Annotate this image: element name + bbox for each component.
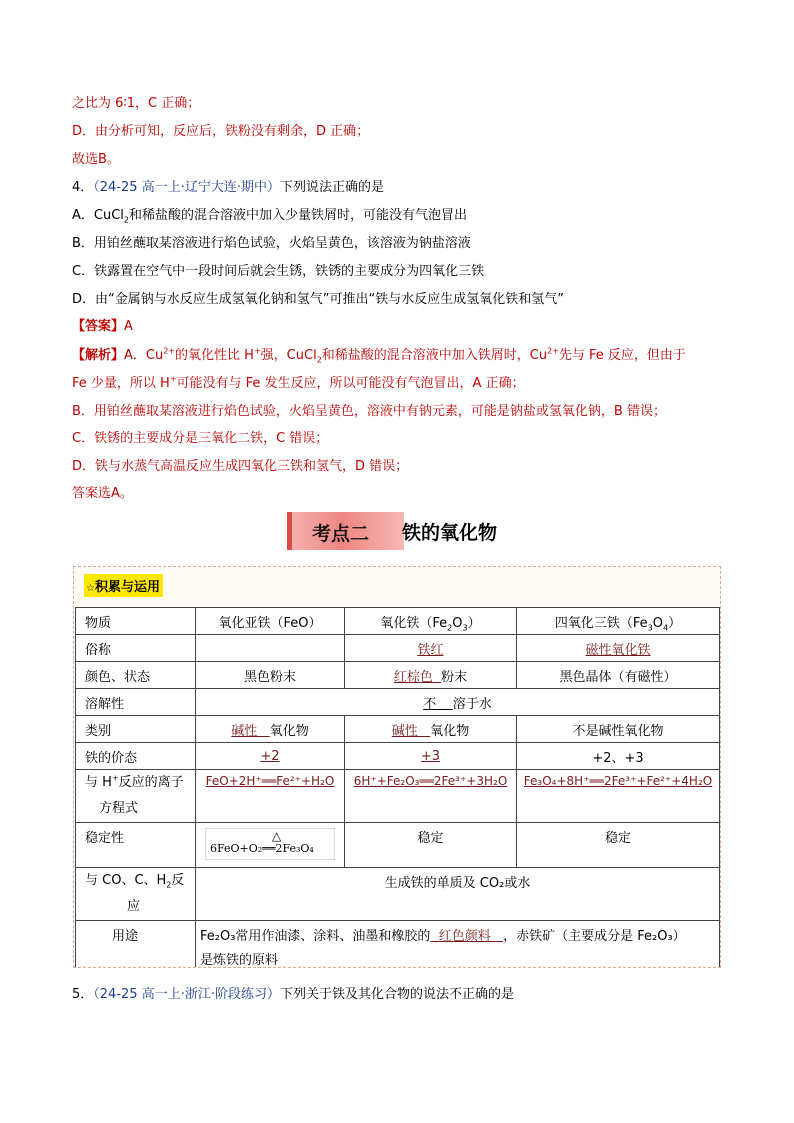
- table-cell: Fe₂O₃常用作油漆、涂料、油墨和橡胶的 红色颜料 ，赤铁矿（主要成分是 Fe₂O₃） 是炼铁的原料: [196, 921, 720, 969]
- table-cell: 稳定: [345, 823, 517, 868]
- question-4-stem: [72, 179, 384, 197]
- knowledge-tag-label: 积累与运用: [94, 580, 160, 595]
- analysis-label: 【解析】: [72, 348, 125, 363]
- table-cell: 俗称: [76, 635, 196, 662]
- option-a-prefix: A．: [72, 208, 94, 223]
- knowledge-box: [73, 566, 721, 968]
- option-b: B．用铂丝蘸取某溶液进行焰色试验，火焰呈黄色，该溶液为钠盐溶液: [72, 236, 471, 251]
- table-row: [76, 662, 720, 689]
- table-cell: 稳定性: [76, 823, 196, 868]
- table-cell: 不是碱性氧化物: [517, 716, 720, 743]
- superscript: +: [169, 374, 177, 384]
- table-cell: 类别: [76, 716, 196, 743]
- analysis-line-2: [72, 375, 525, 393]
- table-row: [76, 743, 720, 770]
- section-title: 铁的氧化物: [402, 522, 498, 544]
- analysis-line-1: [72, 347, 686, 365]
- heat-icon: △: [272, 829, 282, 843]
- analysis-text: 可能没有与 Fe 发生反应，所以可能没有气泡冒出，A 正确；: [176, 376, 525, 391]
- analysis-text: Fe 少量，所以 H: [72, 376, 170, 391]
- table-cell: 铁红: [345, 635, 517, 662]
- table-cell: 不 溶于水: [196, 689, 720, 716]
- subscript: 2: [316, 355, 322, 365]
- table-cell: 四氧化三铁$(Fe_3O_4)$: [517, 608, 720, 635]
- table-cell: 碱性 氧化物: [345, 716, 517, 743]
- superscript: 2+: [547, 346, 559, 356]
- answer-value: A: [124, 319, 133, 334]
- table-row: [76, 770, 720, 823]
- answer: [72, 318, 133, 336]
- table-cell: [196, 635, 345, 662]
- table-cell: 生成铁的单质及 CO₂或水: [196, 868, 720, 921]
- question-source: （24-25 高一上·浙江·阶段练习）: [93, 987, 280, 1002]
- table-cell: 碱性 氧化物: [196, 716, 345, 743]
- table-row: [76, 689, 720, 716]
- section-label: 考点二: [312, 523, 370, 545]
- question-number: 4．: [72, 180, 94, 195]
- question-source: （24-25 高一上·辽宁大连·期中）: [93, 180, 280, 195]
- analysis-conclusion: 答案选A。: [72, 486, 133, 501]
- table-cell: 黑色粉末: [196, 662, 345, 689]
- table-cell: +2: [196, 743, 345, 770]
- knowledge-tag: [84, 574, 163, 597]
- option-a-formula: CuCl: [93, 208, 124, 223]
- option-a: [72, 207, 467, 225]
- analysis-text: 强，: [260, 348, 287, 363]
- table-cell: Fe₃O₄+8H⁺══2Fe³⁺+Fe²⁺+4H₂O: [517, 770, 720, 823]
- table-cell: +2、+3: [517, 743, 720, 770]
- prev-line-1: 之比为 6∶1，C 正确；: [72, 96, 201, 111]
- answer-label: 【答案】: [72, 319, 125, 334]
- table-cell: 与 CO、C、$H_2$反 应: [76, 868, 196, 921]
- table-cell: 6H⁺+Fe₂O₃══2Fe³⁺+3H₂O: [345, 770, 517, 823]
- table-cell: 氧化亚铁（FeO）: [196, 608, 345, 635]
- analysis-formula: CuCl: [286, 348, 317, 363]
- star-icon: ☆: [86, 583, 95, 594]
- table-row: [76, 608, 720, 635]
- analysis-line-b: B．用铂丝蘸取某溶液进行焰色试验，火焰呈黄色，溶液中有钠元素，可能是钠盐或氢氧化钠，B 错误；: [72, 404, 666, 419]
- option-c: C．铁露置在空气中一段时间后就会生锈，铁锈的主要成分为四氧化三铁: [72, 264, 485, 279]
- question-number: 5．: [72, 987, 94, 1002]
- table-row: [76, 921, 720, 969]
- table-row: [76, 716, 720, 743]
- table-cell: +3: [345, 743, 517, 770]
- question-5-stem: [72, 986, 514, 1004]
- stability-equation: △ 6FeO+O₂══2Fe₃O₄: [205, 828, 335, 860]
- table-cell: [196, 823, 345, 868]
- table-cell: 物质: [76, 608, 196, 635]
- question-text: 下列关于铁及其化合物的说法不正确的是: [279, 987, 514, 1002]
- superscript: 2+: [163, 346, 176, 356]
- table-cell: 铁的价态: [76, 743, 196, 770]
- prev-line-2: D．由分析可知，反应后，铁粉没有剩余，D 正确；: [72, 124, 370, 139]
- option-a-subscript: 2: [123, 215, 130, 225]
- table-cell: 用途: [76, 921, 196, 969]
- analysis-line-d: D．铁与水蒸气高温反应生成四氧化三铁和氢气，D 错误；: [72, 459, 409, 474]
- table-row: [76, 823, 720, 868]
- analysis-text: 先与 Fe 反应，但由于: [558, 348, 686, 363]
- table-cell: 氧化铁$(Fe_2O_3)$: [345, 608, 517, 635]
- table-cell: 稳定: [517, 823, 720, 868]
- table-cell: 红棕色 粉末: [345, 662, 517, 689]
- analysis-text: 和稀盐酸的混合溶液中加入铁屑时，Cu: [321, 348, 548, 363]
- option-d: D．由“金属钠与水反应生成氢氧化钠和氢气”可推出“铁与水反应生成氢氧化铁和氢气”: [72, 292, 564, 307]
- table-cell: 颜色、状态: [76, 662, 196, 689]
- analysis-text: A．Cu: [124, 348, 164, 363]
- prev-line-3: 故选B。: [72, 152, 120, 167]
- option-a-text: 和稀盐酸的混合溶液中加入少量铁屑时，可能没有气泡冒出: [129, 208, 468, 223]
- superscript: +: [253, 346, 261, 356]
- table-cell: 与 H+反应的离子 方程式: [76, 770, 196, 823]
- iron-oxide-table: [75, 607, 720, 968]
- table-cell: FeO+2H⁺══Fe²⁺+H₂O: [196, 770, 345, 823]
- table-row: [76, 635, 720, 662]
- analysis-text: 的氧化性比 H: [175, 348, 254, 363]
- analysis-line-c: C．铁锈的主要成分是三氧化二铁，C 错误；: [72, 431, 329, 446]
- question-text: 下列说法正确的是: [279, 180, 384, 195]
- table-row: [76, 868, 720, 921]
- table-cell: 磁性氧化铁: [517, 635, 720, 662]
- table-cell: 溶解性: [76, 689, 196, 716]
- table-cell: 黑色晶体（有磁性）: [517, 662, 720, 689]
- section-banner: [287, 512, 404, 550]
